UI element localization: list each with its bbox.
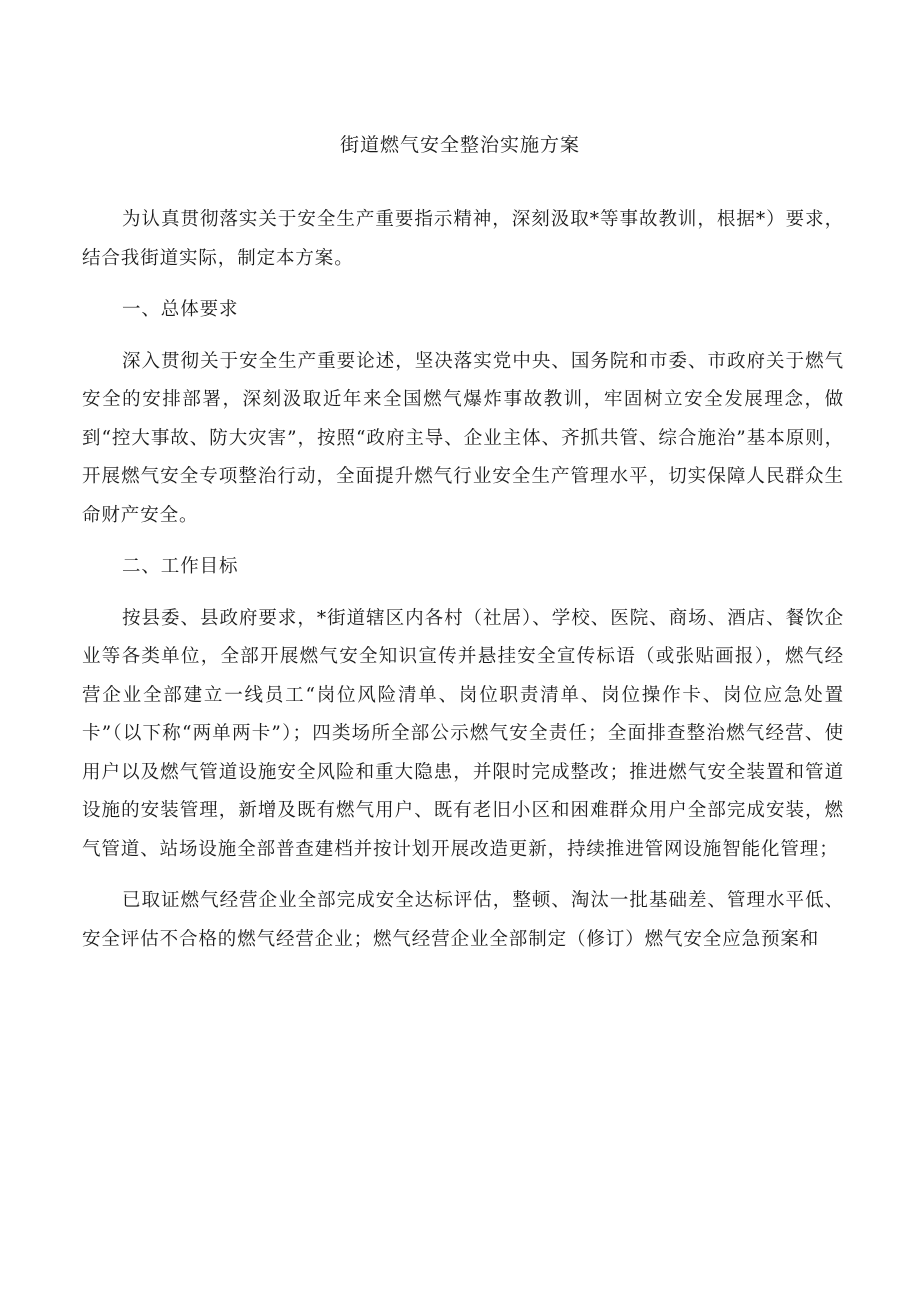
intro-paragraph: 为认真贯彻落实关于安全生产重要指示精神，深刻汲取*等事故教训，根据*）要求，结合我街道实际，制定本方案。 (82, 209, 844, 269)
document-body (82, 201, 844, 959)
section-paragraph-work-goals: 按县委、县政府要求，*街道辖区内各村（社居）、学校、医院、商场、酒店、餐饮企业等各类单位，全部开展燃气安全知识宣传并悬挂安全宣传标语（或张贴画报），燃气经营企业全部建立一线员工“岗位风险清单、岗位职责清单、岗位操作卡、岗位应急处置卡”（以下称“两单两卡”）；四类场所全部公示燃气安全责任；全面排查整治燃气经营、使用户以及燃气管道设施安全风险和重大隐患，并限时完成整改；推进燃气安全装置和管道设施的安装管理，新增及既有燃气用户、既有老旧小区和困难群众用户全部完成安装，燃气管道、站场设施全部普查建档并按计划开展改造更新，持续推进管网设施智能化管理； (82, 607, 845, 860)
section-paragraph-general-requirements: 深入贯彻关于安全生产重要论述，坚决落实党中央、国务院和市委、市政府关于燃气安全的安排部署，深刻汲取近年来全国燃气爆炸事故教训，牢固树立安全发展理念，做到“控大事故、防大灾害”，按照“政府主导、企业主体、齐抓共管、综合施治”基本原则，开展燃气安全专项整治行动，全面提升燃气行业安全生产管理水平，切实保障人民群众生命财产安全。 (82, 350, 844, 526)
section-heading-work-goals: 二、工作目标 (122, 556, 239, 577)
section-heading-general-requirements: 一、总体要求 (122, 299, 239, 320)
closing-paragraph: 已取证燃气经营企业全部完成安全达标评估，整顿、淘汰一批基础差、管理水平低、安全评估不合格的燃气经营企业；燃气经营企业全部制定（修订）燃气安全应急预案和 (82, 890, 844, 950)
page-title: 街道燃气安全整治实施方案 (339, 134, 580, 156)
